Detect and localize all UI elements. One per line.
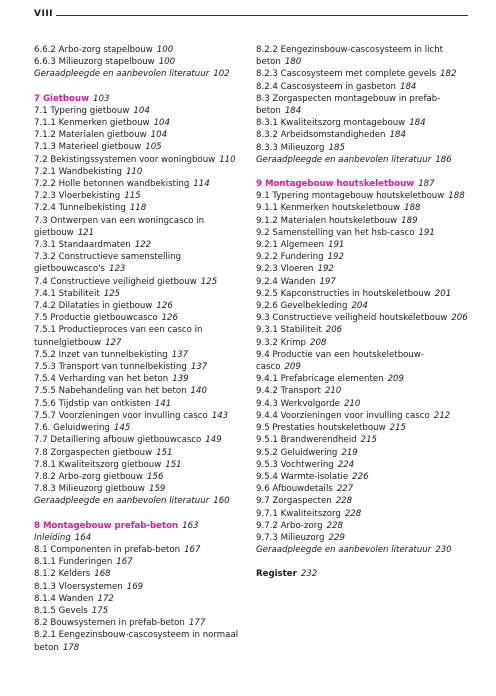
toc-entry (34, 410, 246, 422)
toc-entry (256, 129, 468, 141)
toc-entry-title: 9.7 Zorgaspecten (256, 496, 332, 507)
toc-entry (256, 239, 468, 251)
toc-entry-page: 188 (448, 191, 465, 202)
toc-entry (34, 605, 246, 617)
toc-entry-page: 192 (317, 264, 334, 275)
toc-entry-title: 7.2.3 Vloerbekisting (34, 191, 121, 202)
toc-entry-title: 9.4 Productie van een houtskeletbouw-casco (256, 349, 425, 373)
toc-entry-title: 8.2.1 Eengezinsbouw-cascosysteem in normaal beton (34, 630, 239, 653)
toc-entry-page: 169 (126, 581, 144, 592)
toc-entry-page: 232 (300, 569, 318, 580)
toc-entry-page: 163 (182, 520, 199, 531)
toc-entry-title: 9 Montagebouw houtskeletbouw (256, 179, 415, 190)
toc-entry-title: 9.1 Typering montagebouw houtskeletbouw (256, 191, 445, 202)
toc-entry-page: 177 (188, 618, 206, 629)
toc-entry (34, 166, 246, 178)
toc-entry (34, 117, 246, 129)
toc-entry (34, 129, 246, 141)
toc-entry-page: 185 (328, 142, 345, 153)
toc-entry (34, 178, 246, 190)
toc-right-column (256, 44, 468, 581)
toc-entry-page: 104 (150, 130, 168, 141)
toc-entry-page: 219 (341, 447, 358, 458)
toc-entry-title: 7.1 Typering gietbouw (34, 105, 130, 116)
toc-entry-title: 7.8.1 Kwaliteitszorg gietbouw (34, 459, 162, 470)
toc-entry (256, 520, 468, 532)
toc-entry-title: 7.5.5 Nabehandeling van het beton (34, 386, 187, 397)
toc-entry-page: 137 (190, 362, 208, 373)
toc-entry-page: 123 (108, 264, 126, 275)
toc-entry (34, 373, 246, 385)
toc-entry-title: Register (256, 569, 297, 580)
toc-entry-title: 7.3.2 Constructieve samenstelling gietbouwcasco's (34, 252, 182, 275)
toc-entry (34, 447, 246, 459)
toc-entry-title: 7.4.1 Stabiliteit (34, 288, 100, 299)
toc-entry-title: 8.1.4 Wanden (34, 593, 94, 604)
toc-entry-title: Inleiding (34, 532, 71, 543)
toc-entry-title: 7.5.6 Tijdstip van ontkisten (34, 398, 151, 409)
toc-entry (34, 44, 246, 56)
toc-entry-title: 7.1.1 Kenmerken gietbouw (34, 118, 150, 129)
toc-entry-page: 103 (93, 93, 110, 104)
toc-entry (256, 398, 468, 410)
toc-entry-page: 126 (156, 301, 173, 312)
toc-entry-title: 9.3.2 Krimp (256, 337, 306, 348)
toc-entry-title: 7.5.2 Inzet van tunnelbekisting (34, 349, 168, 360)
toc-entry-title: 7.8 Zorgaspecten gietbouw (34, 447, 153, 458)
toc-entry-title: 9.5.2 Geluidwering (256, 447, 338, 458)
toc-entry-title: 9.1.1 Kenmerken houtskeletbouw (256, 203, 401, 214)
toc-entry (256, 544, 468, 556)
toc-entry-title: 9.3 Constructieve veiligheid houtskeletbouw (256, 313, 448, 324)
toc-entry-page: 141 (154, 398, 172, 409)
toc-entry (256, 471, 468, 483)
toc-entry-title: 7.1.3 Materieel gietbouw (34, 142, 142, 153)
toc-entry-title: 9.5 Prestaties houtskeletbouw (256, 423, 386, 434)
toc-entry (34, 617, 246, 629)
toc-entry (34, 251, 246, 275)
toc-entry-page: 127 (105, 337, 122, 348)
toc-entry-title: 9.7.3 Milieuzorg (256, 532, 325, 543)
toc-entry (256, 215, 468, 227)
toc-entry-page: 145 (113, 423, 131, 434)
toc-entry-title: 7.5.1 Productieproces van een casco in tunnelgietbouw (34, 325, 203, 348)
toc-entry (34, 56, 246, 68)
toc-entry-title: 8.1.3 Vloersystemen (34, 581, 123, 592)
toc-entry (256, 410, 468, 422)
toc-entry-title: 9.2.4 Wanden (256, 276, 316, 287)
toc-entry (256, 288, 468, 300)
toc-entry-title: 7.5.7 Voorzieningen voor invulling casco (34, 410, 208, 421)
toc-entry-page: 114 (193, 179, 210, 190)
toc-entry-title: 7.4.2 Dilataties in gietbouw (34, 301, 153, 312)
toc-entry (256, 447, 468, 459)
toc-entry-page: 184 (400, 81, 417, 92)
toc-entry-page: 206 (451, 313, 468, 324)
toc-entry-title: 7.2.4 Tunnelbekisting (34, 203, 126, 214)
toc-entry (256, 154, 468, 166)
toc-entry-page: 167 (184, 544, 201, 555)
toc-entry (256, 93, 468, 117)
toc-entry-title: 7.7 Detaillering afbouw gietbouwcasco (34, 435, 202, 446)
toc-entry-title: 7.2.2 Holle betonnen wandbekisting (34, 179, 190, 190)
toc-entry-page: 104 (133, 105, 150, 116)
toc-entry (34, 276, 246, 288)
toc-entry (256, 44, 468, 68)
toc-entry-title: 9.2 Samenstelling van het hsb-casco (256, 227, 415, 238)
toc-entry (256, 508, 468, 520)
toc-entry-page: 227 (336, 484, 354, 495)
toc-entry-page: 229 (328, 532, 345, 543)
toc-entry (256, 324, 468, 336)
toc-entry-title: 9.5.4 Warmte-isolatie (256, 471, 349, 482)
toc-left-column (34, 44, 246, 654)
toc-entry-page: 201 (434, 288, 452, 299)
toc-entry-page: 182 (440, 69, 457, 80)
toc-entry-title: 9.2.6 Gevelbekleding (256, 301, 348, 312)
toc-entry-title: 8.1.1 Funderingen (34, 557, 113, 568)
toc-entry-page: 186 (435, 154, 452, 165)
toc-entry-page: 175 (91, 605, 109, 616)
toc-entry-title: 8.2 Bouwsystemen in prefab-beton (34, 618, 185, 629)
toc-entry (34, 190, 246, 202)
toc-entry-page: 100 (156, 45, 174, 55)
toc-entry-title: 7.5 Productie gietbouwcasco (34, 313, 158, 324)
toc-entry-title: 8.3.3 Milieuzorg (256, 142, 325, 153)
toc-entry (34, 68, 246, 80)
toc-entry-page: 115 (124, 191, 141, 202)
toc-entry-page: 178 (62, 642, 80, 653)
toc-entry (34, 471, 246, 483)
toc-entry (256, 434, 468, 446)
toc-entry-page: 230 (435, 545, 452, 556)
toc-entry-page: 137 (171, 349, 189, 360)
toc-entry-title: 8.2.3 Cascosysteem met complete gevels (256, 69, 437, 80)
toc-entry-page: 118 (129, 203, 147, 214)
toc-entry (256, 483, 468, 495)
toc-entry-page: 159 (148, 484, 166, 495)
toc-entry-title: Geraadpleegde en aanbevolen literatuur (256, 545, 432, 556)
toc-entry-page: 212 (433, 410, 451, 421)
toc-entry-title: 9.2.1 Algemeen (256, 240, 324, 251)
toc-entry (256, 459, 468, 471)
toc-entry-page: 209 (387, 374, 404, 385)
toc-entry-page: 188 (404, 203, 421, 214)
toc-entry (34, 154, 246, 166)
toc-entry-title: 7 Gietbouw (34, 93, 90, 104)
toc-entry (256, 81, 468, 93)
toc-entry (256, 202, 468, 214)
toc-entry-page: 110 (219, 154, 236, 165)
toc-entry (34, 581, 246, 593)
toc-entry (34, 202, 246, 214)
toc-entry-title: 8.2.4 Cascosysteem in gasbeton (256, 81, 396, 92)
toc-entry (34, 288, 246, 300)
toc-entry (256, 142, 468, 154)
toc-entry-page: 204 (351, 301, 368, 312)
toc-entry (256, 385, 468, 397)
toc-entry-title: 7.5.4 Verharding van het beton (34, 374, 169, 385)
toc-entry-title: 7.8.2 Arbo-zorg gietbouw (34, 471, 144, 482)
toc-entry-page: 228 (335, 496, 353, 507)
toc-entry-title: 7.5.3 Transport van tunnelbekisting (34, 362, 187, 373)
toc-entry-title: 7.2.1 Wandbekisting (34, 166, 122, 177)
toc-entry-page: 105 (145, 142, 162, 153)
toc-entry-title: 7.3.1 Standaardmaten (34, 240, 131, 251)
toc-entry-title: 8.1 Componenten in prefab-beton (34, 544, 181, 555)
toc-entry (34, 300, 246, 312)
toc-entry-title: 7.6. Geluidwering (34, 423, 110, 434)
toc-entry-title: 8.3.2 Arbeidsomstandigheden (256, 130, 386, 141)
toc-entry (256, 373, 468, 385)
toc-entry-page: 149 (205, 435, 222, 446)
toc-entry-page: 215 (360, 435, 378, 446)
page-header (34, 9, 468, 23)
toc-chapter-heading (34, 93, 246, 105)
toc-entry-page: 210 (324, 386, 342, 397)
toc-entry (34, 593, 246, 605)
toc-entry (256, 276, 468, 288)
toc-entry-title: 9.6 Afbouwdetails (256, 484, 333, 495)
toc-entry-page: 104 (153, 118, 170, 129)
toc-entry (256, 532, 468, 544)
toc-entry-page: 184 (409, 118, 426, 129)
toc-entry-page: 210 (343, 398, 361, 409)
toc-entry-page: 121 (77, 227, 95, 238)
toc-entry-title: 7.1.2 Materialen gietbouw (34, 130, 147, 141)
toc-entry-title: 8.3.1 Kwaliteitszorg montagebouw (256, 118, 406, 129)
toc-entry (256, 190, 468, 202)
toc-entry-title: 7.3 Ontwerpen van een woningcasco in gietbouw (34, 215, 205, 238)
toc-entry-title: 9.5.3 Vochtwering (256, 459, 334, 470)
toc-chapter-heading (34, 520, 246, 532)
toc-entry-page: 110 (125, 166, 143, 177)
toc-entry-title: 9.4.4 Voorzieningen voor invulling casco (256, 410, 430, 421)
toc-entry-page: 102 (213, 69, 230, 80)
toc-entry-page: 197 (319, 276, 336, 287)
toc-entry-page: 126 (161, 313, 178, 324)
toc-entry (34, 629, 246, 653)
toc-entry (34, 422, 246, 434)
toc-entry (256, 422, 468, 434)
toc-entry (34, 312, 246, 324)
toc-entry-page: 215 (389, 423, 407, 434)
toc-entry-page: 164 (74, 532, 92, 543)
toc-register-entry (256, 568, 468, 580)
header-rule (56, 15, 468, 16)
toc-entry (256, 227, 468, 239)
toc-entry (34, 459, 246, 471)
toc-entry-page: 140 (190, 386, 207, 397)
toc-entry-title: 9.2.2 Fundering (256, 252, 324, 263)
toc-entry-title: 8.2.2 Eengezinsbouw-cascosysteem in licht beton (256, 45, 444, 68)
toc-entry-title: 8 Montagebouw prefab-beton (34, 520, 179, 531)
toc-entry-page: 168 (94, 569, 111, 580)
toc-entry (256, 251, 468, 263)
toc-entry-title: Geraadpleegde en aanbevolen literatuur (256, 154, 432, 165)
toc-chapter-heading (256, 178, 468, 190)
toc-entry (34, 324, 246, 348)
toc-entry-page: 156 (147, 471, 164, 482)
toc-entry-title: 9.7.2 Arbo-zorg (256, 520, 323, 531)
toc-entry-page: 228 (344, 508, 362, 519)
toc-entry-page: 184 (284, 106, 302, 117)
toc-entry-title: 9.2.5 Kapconstructies in houtskeletbouw (256, 288, 431, 299)
toc-entry-page: 167 (116, 557, 133, 568)
toc-entry (256, 68, 468, 80)
toc-entry (256, 349, 468, 373)
toc-entry (34, 568, 246, 580)
toc-entry-title: 9.4.3 Werkvolgorde (256, 398, 340, 409)
toc-entry-title: 9.3.1 Stabiliteit (256, 325, 322, 336)
toc-entry-page: 172 (97, 593, 114, 604)
toc-entry (34, 495, 246, 507)
toc-entry-page: 191 (418, 227, 435, 238)
toc-entry-page: 125 (103, 288, 121, 299)
toc-entry-page: 206 (325, 325, 343, 336)
toc-entry (34, 483, 246, 495)
toc-entry-title: 7.4 Constructieve veiligheid gietbouw (34, 276, 197, 287)
toc-entry-page: 209 (284, 362, 301, 373)
toc-entry (34, 385, 246, 397)
toc-entry-title: Geraadpleegde en aanbevolen literatuur (34, 69, 210, 80)
toc-entry (34, 556, 246, 568)
toc-entry-title: 9.4.1 Prefabricage elementen (256, 374, 384, 385)
toc-entry-title: 8.3 Zorgaspecten montagebouw in prefab-beton (256, 93, 441, 117)
toc-entry-title: 9.7.1 Kwaliteitszorg (256, 508, 341, 519)
toc-entry-page: 192 (327, 252, 344, 263)
toc-entry-title: 9.1.2 Materialen houtskeletbouw (256, 215, 398, 226)
toc-entry-title: 8.1.2 Kelders (34, 569, 91, 580)
toc-entry (34, 239, 246, 251)
page-number: VIII (34, 9, 54, 19)
toc-entry-title: 9.5.1 Brandwerendheid (256, 435, 357, 446)
toc-entry-page: 151 (156, 447, 173, 458)
toc-entry-title: 9.4.2 Transport (256, 386, 321, 397)
toc-entry-page: 122 (134, 240, 152, 251)
toc-entry (256, 117, 468, 129)
toc-entry-page: 180 (284, 57, 302, 68)
toc-entry-page: 208 (309, 337, 327, 348)
toc-entry (34, 141, 246, 153)
toc-entry (34, 105, 246, 117)
toc-entry-page: 228 (326, 520, 343, 531)
toc-entry-page: 100 (158, 57, 176, 68)
toc-entry-page: 226 (352, 471, 369, 482)
toc-entry-page: 143 (211, 410, 229, 421)
toc-entry (34, 434, 246, 446)
toc-entry-page: 187 (418, 179, 435, 190)
toc-entry-title: 7.8.3 Milieuzorg gietbouw (34, 484, 145, 495)
toc-entry-title: 6.6.2 Arbo-zorg stapelbouw (34, 45, 153, 55)
toc-entry-page: 184 (389, 130, 406, 141)
toc-entry-page: 151 (165, 459, 182, 470)
toc-entry (34, 398, 246, 410)
toc-entry (256, 300, 468, 312)
toc-entry-page: 224 (337, 459, 355, 470)
toc-entry-page: 139 (172, 374, 189, 385)
toc-entry (34, 349, 246, 361)
toc-entry-page: 125 (200, 276, 218, 287)
toc-entry (256, 495, 468, 507)
toc-entry-title: 7.2 Bekistingssystemen voor woningbouw (34, 154, 216, 165)
toc-entry (256, 337, 468, 349)
toc-entry-title: 9.2.3 Vloeren (256, 264, 314, 275)
toc-entry (256, 263, 468, 275)
toc-entry (34, 544, 246, 556)
toc-entry-title: Geraadpleegde en aanbevolen literatuur (34, 496, 210, 507)
toc-entry (34, 361, 246, 373)
toc-entry (256, 312, 468, 324)
toc-entry (34, 532, 246, 544)
toc-entry-page: 189 (401, 215, 418, 226)
toc-entry-page: 191 (328, 240, 345, 251)
toc-entry (34, 215, 246, 239)
toc-entry-title: 8.1.5 Gevels (34, 605, 88, 616)
toc-entry-title: 6.6.3 Milieuzorg stapelbouw (34, 57, 155, 68)
toc-entry-page: 160 (213, 496, 230, 507)
